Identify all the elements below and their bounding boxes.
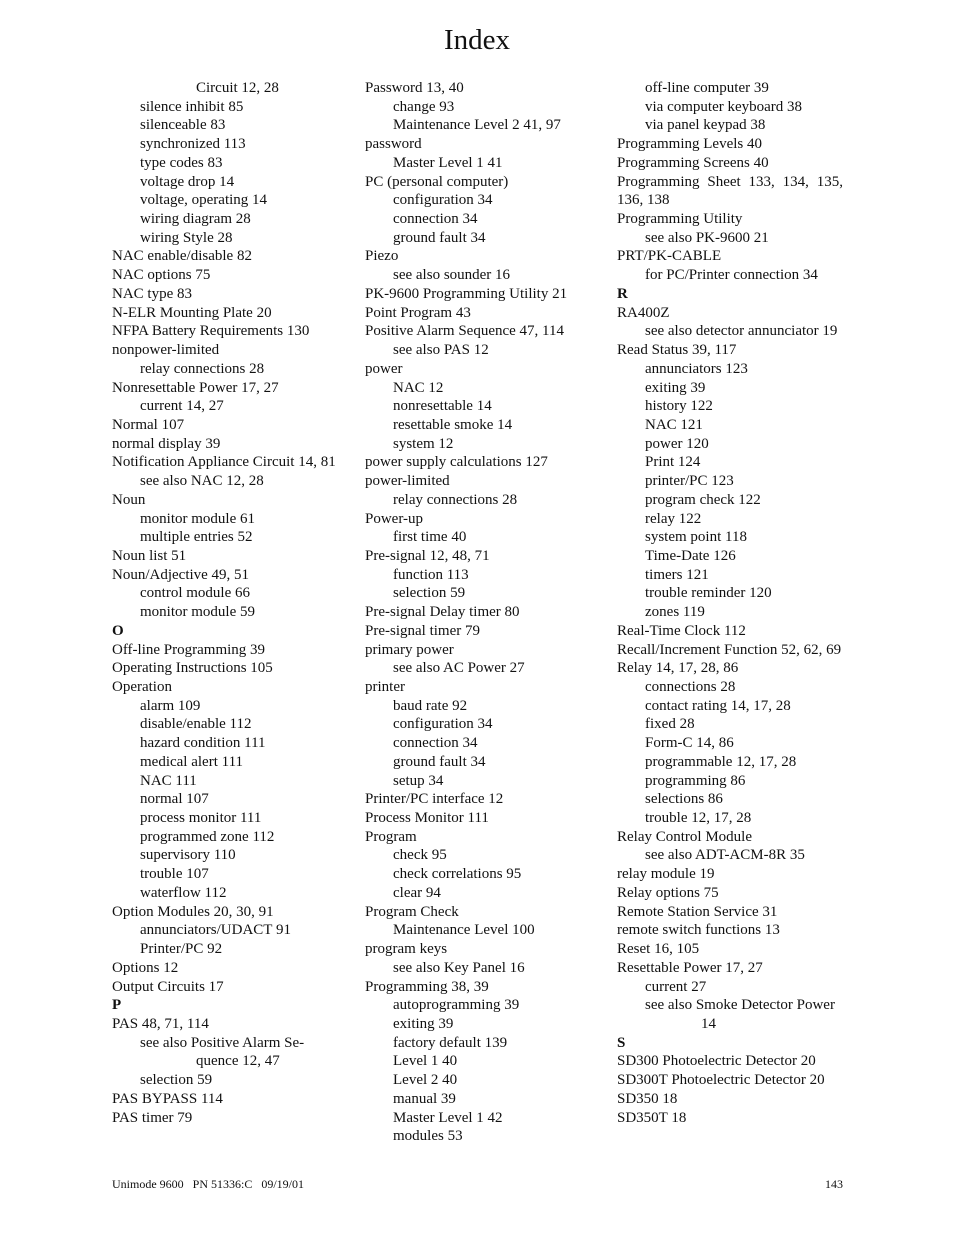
index-entry: exiting 39 bbox=[393, 1015, 454, 1032]
index-entry: hazard condition 111 bbox=[140, 735, 266, 752]
index-entry: Pre-signal 12, 48, 71 bbox=[365, 547, 490, 564]
index-entry: via panel keypad 38 bbox=[645, 117, 766, 134]
index-letter-heading: P bbox=[112, 997, 122, 1014]
index-entry: baud rate 92 bbox=[393, 697, 468, 714]
index-entry: modules 53 bbox=[393, 1128, 463, 1145]
index-entry: quence 12, 47 bbox=[196, 1053, 280, 1070]
index-entry: RA400Z bbox=[617, 304, 670, 321]
index-entry: Printer/PC 92 bbox=[140, 941, 223, 958]
index-entry: selections 86 bbox=[645, 791, 723, 808]
index-entry: selection 59 bbox=[140, 1072, 213, 1089]
index-entry: history 122 bbox=[645, 398, 713, 415]
index-entry: Printer/PC interface 12 bbox=[365, 791, 504, 808]
index-entry: remote switch functions 13 bbox=[617, 922, 780, 939]
index-entry: contact rating 14, 17, 28 bbox=[645, 697, 791, 714]
index-entry: wiring diagram 28 bbox=[140, 211, 251, 228]
index-entry: normal 107 bbox=[140, 791, 209, 808]
index-entry: Process Monitor 111 bbox=[365, 810, 489, 827]
index-entry: connections 28 bbox=[645, 679, 736, 695]
index-entry: relay connections 28 bbox=[140, 360, 265, 377]
index-entry: check correlations 95 bbox=[393, 866, 522, 883]
index-entry: printer/PC 123 bbox=[645, 473, 734, 490]
index-entry: Operating Instructions 105 bbox=[112, 660, 273, 677]
index-entry: Output Circuits 17 bbox=[112, 978, 224, 995]
index-entry: ground fault 34 bbox=[393, 229, 486, 246]
footer-document-info: Unimode 9600 PN 51336:C 09/19/01 bbox=[112, 1177, 305, 1191]
index-entry: Normal 107 bbox=[112, 416, 185, 433]
index-entry: change 93 bbox=[393, 98, 455, 115]
index-entry: SD300T Photoelectric Detector 20 bbox=[617, 1072, 825, 1089]
index-entry: Level 2 40 bbox=[393, 1072, 458, 1089]
index-entry: NAC options 75 bbox=[112, 267, 211, 284]
index-entry: factory default 139 bbox=[393, 1034, 508, 1051]
index-entry: waterflow 112 bbox=[140, 884, 227, 901]
index-entry: current 14, 27 bbox=[140, 398, 224, 415]
index-entry: see also Smoke Detector Power bbox=[645, 997, 835, 1014]
index-entry: medical alert 111 bbox=[140, 753, 244, 770]
index-entry: Point Program 43 bbox=[365, 304, 471, 321]
index-entry: Program Check bbox=[365, 903, 459, 920]
index-entry: Nonresettable Power 17, 27 bbox=[112, 379, 279, 396]
index-entry: function 113 bbox=[393, 566, 469, 583]
index-entry: see also Key Panel 16 bbox=[393, 959, 525, 976]
index-entry: NAC 121 bbox=[645, 416, 703, 433]
index-entry: PK-9600 Programming Utility 21 bbox=[365, 285, 568, 302]
index-column-3 bbox=[617, 79, 843, 1127]
index-column-2 bbox=[365, 79, 597, 1146]
index-entry: fixed 28 bbox=[645, 716, 695, 733]
index-entry: annunciators 123 bbox=[645, 360, 748, 377]
footer-page-number: 143 bbox=[825, 1177, 843, 1191]
index-entry: see also detector annunciator 19 bbox=[645, 323, 838, 340]
index-entry: resettable smoke 14 bbox=[393, 416, 513, 433]
index-entry: alarm 109 bbox=[140, 697, 201, 714]
index-entry: multiple entries 52 bbox=[140, 529, 253, 546]
index-entry: relay module 19 bbox=[617, 866, 715, 883]
index-entry: Noun/Adjective 49, 51 bbox=[112, 566, 250, 583]
index-entry: system 12 bbox=[393, 435, 454, 452]
index-column-1 bbox=[112, 79, 344, 1127]
index-entry: Circuit 12, 28 bbox=[196, 80, 279, 96]
index-entry: SD350T 18 bbox=[617, 1109, 687, 1126]
index-entry: Option Modules 20, 30, 91 bbox=[112, 903, 274, 920]
index-entry: N-ELR Mounting Plate 20 bbox=[112, 304, 272, 321]
index-entry: Options 12 bbox=[112, 959, 179, 976]
index-entry: Operation bbox=[112, 679, 172, 695]
index-entry: timers 121 bbox=[645, 566, 709, 583]
index-entry: NAC 111 bbox=[140, 772, 197, 789]
index-entry: Maintenance Level 2 41, 97 bbox=[393, 117, 561, 134]
index-entry: synchronized 113 bbox=[140, 136, 246, 153]
index-entry: Resettable Power 17, 27 bbox=[617, 959, 763, 976]
index-entry: programming 86 bbox=[645, 772, 746, 789]
index-entry: monitor module 59 bbox=[140, 604, 255, 621]
index-entry: exiting 39 bbox=[645, 379, 706, 396]
index-entry: control module 66 bbox=[140, 585, 250, 602]
index-letter-heading: S bbox=[617, 1034, 626, 1051]
index-entry: Master Level 1 41 bbox=[393, 154, 503, 171]
index-entry: Programming Levels 40 bbox=[617, 136, 762, 153]
index-entry: Programming Utility bbox=[617, 211, 743, 228]
index-entry: Power-up bbox=[365, 510, 424, 527]
index-entry: ground fault 34 bbox=[393, 753, 486, 770]
index-entry: trouble reminder 120 bbox=[645, 585, 772, 602]
index-entry: Remote Station Service 31 bbox=[617, 903, 778, 920]
index-entry: silence inhibit 85 bbox=[140, 98, 244, 115]
index-entry: program check 122 bbox=[645, 491, 761, 508]
index-entry: Programming 38, 39 bbox=[365, 978, 489, 995]
index-entry: NAC 12 bbox=[393, 379, 444, 396]
index-entry: for PC/Printer connection 34 bbox=[645, 267, 818, 284]
index-entry: first time 40 bbox=[393, 529, 467, 546]
page-title: Index bbox=[443, 24, 511, 56]
index-entry: connection 34 bbox=[393, 211, 478, 228]
index-entry: off-line computer 39 bbox=[645, 80, 769, 96]
index-entry: voltage drop 14 bbox=[140, 173, 235, 190]
index-entry: power 120 bbox=[645, 435, 709, 452]
index-entry: Form-C 14, 86 bbox=[645, 735, 734, 752]
index-entry: printer bbox=[365, 679, 405, 695]
index-entry: current 27 bbox=[645, 978, 707, 995]
index-entry: Level 1 40 bbox=[393, 1053, 458, 1070]
index-entry: wiring Style 28 bbox=[140, 229, 233, 246]
index-entry: PRT/PK-CABLE bbox=[617, 248, 722, 265]
index-entry: via computer keyboard 38 bbox=[645, 98, 803, 115]
index-entry: zones 119 bbox=[645, 604, 705, 621]
index-entry: PAS BYPASS 114 bbox=[112, 1090, 223, 1107]
index-letter-heading: O bbox=[112, 622, 124, 639]
index-entry: configuration 34 bbox=[393, 716, 493, 733]
index-entry: SD300 Photoelectric Detector 20 bbox=[617, 1053, 816, 1070]
index-entry: program keys bbox=[365, 941, 448, 958]
index-entry: supervisory 110 bbox=[140, 847, 236, 864]
index-entry: Relay Control Module bbox=[617, 828, 752, 845]
index-entry: programmed zone 112 bbox=[140, 828, 275, 845]
index-entry: system point 118 bbox=[645, 529, 747, 546]
index-entry: see also PK-9600 21 bbox=[645, 229, 769, 246]
index-entry: voltage, operating 14 bbox=[140, 192, 268, 209]
index-entry: PC (personal computer) bbox=[365, 173, 509, 190]
index-entry: process monitor 111 bbox=[140, 810, 262, 827]
index-entry: power-limited bbox=[365, 473, 450, 490]
index-entry: type codes 83 bbox=[140, 154, 223, 171]
index-entry: relay connections 28 bbox=[393, 491, 518, 508]
index-entry: PAS timer 79 bbox=[112, 1109, 193, 1126]
index-entry: see also PAS 12 bbox=[393, 342, 489, 359]
index-entry: see also NAC 12, 28 bbox=[140, 473, 264, 490]
index-entry: nonresettable 14 bbox=[393, 398, 492, 415]
index-entry: Real-Time Clock 112 bbox=[617, 622, 746, 639]
index-entry: Notification Appliance Circuit 14, 81 bbox=[112, 454, 336, 471]
index-entry: power bbox=[365, 360, 403, 377]
index-letter-heading: R bbox=[617, 285, 628, 302]
index-entry: programmable 12, 17, 28 bbox=[645, 753, 797, 770]
index-entry: Noun bbox=[112, 491, 146, 508]
index-entry: annunciators/UDACT 91 bbox=[140, 922, 291, 939]
index-entry: Pre-signal timer 79 bbox=[365, 622, 480, 639]
index-entry: Relay 14, 17, 28, 86 bbox=[617, 660, 739, 677]
index-entry: clear 94 bbox=[393, 884, 441, 901]
index-entry: silenceable 83 bbox=[140, 117, 226, 134]
index-entry: Password 13, 40 bbox=[365, 80, 464, 96]
index-entry: Pre-signal Delay timer 80 bbox=[365, 604, 520, 621]
index-entry: trouble 107 bbox=[140, 866, 209, 883]
index-entry: setup 34 bbox=[393, 772, 444, 789]
index-entry: Time-Date 126 bbox=[645, 547, 736, 564]
index-entry: connection 34 bbox=[393, 735, 478, 752]
index-entry: Program bbox=[365, 828, 417, 845]
index-entry: PAS 48, 71, 114 bbox=[112, 1015, 209, 1032]
index-entry: normal display 39 bbox=[112, 435, 221, 452]
index-entry: check 95 bbox=[393, 847, 447, 864]
index-entry: see also ADT-ACM-8R 35 bbox=[645, 847, 805, 864]
index-entry: Noun list 51 bbox=[112, 547, 187, 564]
index-entry: Programming Sheet 133, 134, 135, 136, 138 bbox=[617, 173, 843, 209]
index-entry: monitor module 61 bbox=[140, 510, 255, 527]
index-entry: selection 59 bbox=[393, 585, 466, 602]
index-entry: password bbox=[365, 136, 422, 153]
index-entry: Off-line Programming 39 bbox=[112, 641, 266, 658]
index-entry: Maintenance Level 100 bbox=[393, 922, 535, 939]
index-entry: Master Level 1 42 bbox=[393, 1109, 503, 1126]
index-entry: Relay options 75 bbox=[617, 884, 719, 901]
index-entry: Read Status 39, 117 bbox=[617, 342, 737, 359]
index-entry: primary power bbox=[365, 641, 454, 658]
index-entry: 14 bbox=[701, 1015, 716, 1032]
index-entry: manual 39 bbox=[393, 1090, 456, 1107]
index-entry: configuration 34 bbox=[393, 192, 493, 209]
index-entry: see also sounder 16 bbox=[393, 267, 511, 284]
index-entry: Recall/Increment Function 52, 62, 69 bbox=[617, 641, 842, 658]
index-entry: relay 122 bbox=[645, 510, 702, 527]
index-entry: Programming Screens 40 bbox=[617, 154, 769, 171]
index-entry: SD350 18 bbox=[617, 1090, 678, 1107]
index-entry: Positive Alarm Sequence 47, 114 bbox=[365, 323, 564, 340]
index-entry: NAC type 83 bbox=[112, 285, 192, 302]
index-entry: NFPA Battery Requirements 130 bbox=[112, 323, 310, 340]
index-entry: Print 124 bbox=[645, 454, 701, 471]
index-entry: NAC enable/disable 82 bbox=[112, 248, 252, 265]
index-entry: autoprogramming 39 bbox=[393, 997, 520, 1014]
index-entry: Reset 16, 105 bbox=[617, 941, 700, 958]
index-entry: see also AC Power 27 bbox=[393, 660, 525, 677]
index-entry: Piezo bbox=[365, 248, 399, 265]
index-entry: power supply calculations 127 bbox=[365, 454, 548, 471]
index-entry: see also Positive Alarm Se- bbox=[140, 1034, 305, 1051]
index-entry: nonpower-limited bbox=[112, 342, 220, 359]
index-entry: disable/enable 112 bbox=[140, 716, 252, 733]
index-entry: trouble 12, 17, 28 bbox=[645, 810, 752, 827]
